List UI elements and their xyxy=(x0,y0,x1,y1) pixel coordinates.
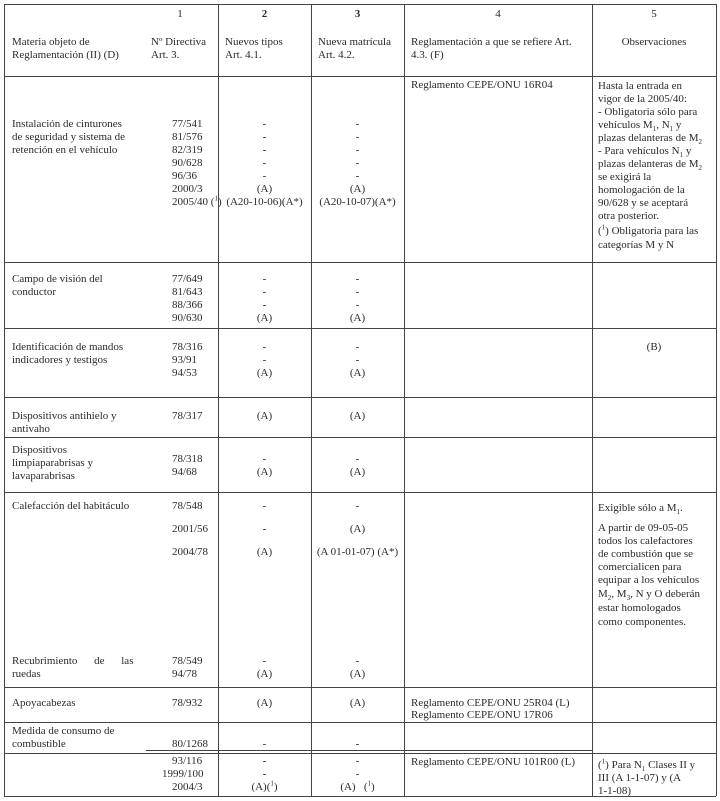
matricula-value: - xyxy=(355,755,360,767)
matricula-value: (A) xyxy=(349,183,366,195)
materia-label: ruedas xyxy=(12,668,41,680)
observacion-line: vehículos $M_1$, $N_1$ y xyxy=(598,119,682,134)
nuevos-tipos-value: - xyxy=(262,768,267,780)
observacion-line: Exigible sólo a $M_1$. xyxy=(598,502,683,517)
matricula-value: - xyxy=(355,500,360,512)
matricula-value: (A) ($^1$) xyxy=(340,779,375,793)
column-number: 4 xyxy=(495,8,501,20)
matricula-value: - xyxy=(355,768,360,780)
nuevos-tipos-value: - xyxy=(262,144,267,156)
matricula-value: - xyxy=(355,453,360,465)
header-nueva-matricula: Nueva matrícula xyxy=(318,36,391,48)
directiva-number: 81/643 xyxy=(172,286,203,298)
table-border-left xyxy=(4,4,5,796)
nuevos-tipos-value: (A20-10-06)(A*) xyxy=(226,196,303,208)
matricula-value: - xyxy=(355,286,360,298)
directiva-number: 78/549 xyxy=(172,655,203,667)
materia-label: Apoyacabezas xyxy=(12,697,76,709)
matricula-value: - xyxy=(355,157,360,169)
nuevos-tipos-value: - xyxy=(262,341,267,353)
header-reglamentacion: Reglamentación a que se refiere Art. xyxy=(411,36,572,48)
observacion-line: $M_2$, $M_3$, N y O deberán xyxy=(598,588,701,603)
nuevos-tipos-value: - xyxy=(262,755,267,767)
matricula-value: (A) xyxy=(349,697,366,709)
directiva-number: 88/366 xyxy=(172,299,203,311)
nuevos-tipos-value: - xyxy=(262,523,267,535)
row-divider xyxy=(4,437,716,438)
directiva-number: 77/649 xyxy=(172,273,203,285)
matricula-value: - xyxy=(355,144,360,156)
column-divider xyxy=(592,4,593,796)
reglamento-text: Reglamento CEPE/ONU 17R06 xyxy=(411,709,553,721)
nuevos-tipos-value: - xyxy=(262,738,267,750)
directiva-number: 78/932 xyxy=(172,697,203,709)
directiva-number: 78/548 xyxy=(172,500,203,512)
row-divider xyxy=(4,753,716,754)
matricula-value: - xyxy=(355,170,360,182)
table-border-top xyxy=(4,4,716,5)
observacion-line: otra posterior. xyxy=(598,210,660,222)
matricula-value: - xyxy=(355,354,360,366)
matricula-value: - xyxy=(355,738,360,750)
row-divider xyxy=(4,722,716,723)
materia-label: antivaho xyxy=(12,423,50,435)
observacion-line: - Obligatoria sólo para xyxy=(598,106,698,118)
header-nueva-matricula: Art. 4.2. xyxy=(318,49,355,61)
nuevos-tipos-value: - xyxy=(262,118,267,130)
nuevos-tipos-value: (A) xyxy=(256,312,273,324)
observacion-line: plazas delanteras de $M_2$ xyxy=(598,132,702,147)
nuevos-tipos-value: (A) xyxy=(256,546,273,558)
header-observaciones: Observaciones xyxy=(621,36,687,48)
reglamento-text: Reglamento CEPE/ONU 16R04 xyxy=(411,79,553,91)
matricula-value: (A) xyxy=(349,523,366,535)
matricula-value: - xyxy=(355,341,360,353)
observacion-line: plazas delanteras de $M_2$ xyxy=(598,158,702,173)
nuevos-tipos-value: - xyxy=(262,131,267,143)
observacion-line: - Para vehículos $N_1$ y xyxy=(598,145,692,160)
observacion-line: vigor de la 2005/40: xyxy=(598,93,687,105)
materia-label: conductor xyxy=(12,286,56,298)
matricula-value: - xyxy=(355,655,360,667)
directiva-number: 90/628 xyxy=(172,157,203,169)
directiva-number: 94/78 xyxy=(172,668,198,680)
row-divider xyxy=(4,76,716,77)
nuevos-tipos-value: - xyxy=(262,157,267,169)
directiva-number: 77/541 xyxy=(172,118,203,130)
header-directiva: Nº Directiva xyxy=(151,36,207,48)
materia-label: combustible xyxy=(12,738,66,750)
matricula-value: (A) xyxy=(349,410,366,422)
directiva-number: 82/319 xyxy=(172,144,203,156)
materia-label: indicadores y testigos xyxy=(12,354,108,366)
materia-label: Medida de consumo de xyxy=(12,725,115,737)
directiva-number: 2000/3 xyxy=(172,183,203,195)
column-number: 1 xyxy=(177,8,183,20)
nuevos-tipos-value: (A) xyxy=(256,466,273,478)
header-materia: Reglamentación (II) (D) xyxy=(12,49,119,61)
reglamento-text: Reglamento CEPE/ONU 25R04 (L) xyxy=(411,697,570,709)
materia-label: Identificación de mandos xyxy=(12,341,124,353)
observacion-line: comercialicen para xyxy=(598,561,682,573)
nuevos-tipos-value: - xyxy=(262,354,267,366)
row-divider xyxy=(4,492,716,493)
observacion-line: como componentes. xyxy=(598,616,686,628)
materia-label: Instalación de cinturones xyxy=(12,118,122,130)
materia-label: de seguridad y sistema de xyxy=(12,131,126,143)
nuevos-tipos-value: (A) xyxy=(256,183,273,195)
row-divider xyxy=(4,328,716,329)
directiva-number: 96/36 xyxy=(172,170,198,182)
materia-label: limpiaparabrisas y xyxy=(12,457,93,469)
matricula-value: - xyxy=(355,131,360,143)
matricula-value: (A) xyxy=(349,312,366,324)
column-number: 2 xyxy=(261,8,268,20)
matricula-value: - xyxy=(355,273,360,285)
nuevos-tipos-value: - xyxy=(262,170,267,182)
row-divider xyxy=(4,262,716,263)
nuevos-tipos-value: - xyxy=(262,286,267,298)
observacion-line: 90/628 y se aceptará xyxy=(598,197,689,209)
header-nuevos-tipos: Art. 4.1. xyxy=(225,49,262,61)
matricula-value: (A) xyxy=(349,668,366,680)
materia-label: lavaparabrisas xyxy=(12,470,75,482)
header-materia: Materia objeto de xyxy=(12,36,90,48)
column-number: 3 xyxy=(354,8,361,20)
header-directiva: Art. 3. xyxy=(151,49,180,61)
directiva-number: 78/318 xyxy=(172,453,203,465)
observacion-line: todos los calefactores xyxy=(598,535,693,547)
observacion-line: 1-1-08) xyxy=(598,785,631,797)
observacion-line: equipar a los vehículos xyxy=(598,574,700,586)
header-nuevos-tipos: Nuevos tipos xyxy=(225,36,283,48)
nuevos-tipos-value: (A)($^1$) xyxy=(251,779,278,793)
observacion-line: Hasta la entrada en xyxy=(598,80,682,92)
matricula-value: - xyxy=(355,118,360,130)
directiva-number: 2005/40 ($^1$) xyxy=(172,194,222,208)
materia-label: Recubrimiento de las xyxy=(12,655,134,667)
materia-label: Dispositivos antihielo y xyxy=(12,410,117,422)
observacion-line: A partir de 09-05-05 xyxy=(598,522,689,534)
directiva-number: 2004/3 xyxy=(172,781,203,793)
header-reglamentacion: 4.3. (F) xyxy=(411,49,444,61)
directiva-number: 2001/56 xyxy=(172,523,209,535)
row-divider xyxy=(4,687,716,688)
matricula-value: - xyxy=(355,299,360,311)
nuevos-tipos-value: - xyxy=(262,273,267,285)
nuevos-tipos-value: (A) xyxy=(256,697,273,709)
directiva-number: 1999/100 xyxy=(162,768,204,780)
directiva-number: 78/316 xyxy=(172,341,203,353)
reglamento-text: Reglamento CEPE/ONU 101R00 (L) xyxy=(411,756,576,768)
matricula-value: (A20-10-07)(A*) xyxy=(319,196,396,208)
materia-label: Campo de visión del xyxy=(12,273,103,285)
nuevos-tipos-value: (A) xyxy=(256,410,273,422)
directiva-number: 2004/78 xyxy=(172,546,209,558)
matricula-value: (A) xyxy=(349,466,366,478)
directiva-number: 81/576 xyxy=(172,131,203,143)
observacion-line: se exigirá la xyxy=(598,171,652,183)
materia-label: Calefacción del habitáculo xyxy=(12,500,130,512)
observacion-line: III (A 1-1-07) y (A xyxy=(598,772,682,784)
materia-label: Dispositivos xyxy=(12,444,68,456)
directiva-number: 94/68 xyxy=(172,466,198,478)
observacion-line: estar homologados xyxy=(598,602,681,614)
directiva-number: 80/1268 xyxy=(172,738,209,750)
nuevos-tipos-value: - xyxy=(262,655,267,667)
directiva-number: 94/53 xyxy=(172,367,198,379)
directiva-number: 90/630 xyxy=(172,312,203,324)
matricula-value: (A) xyxy=(349,367,366,379)
matricula-value: (A 01-01-07) (A*) xyxy=(316,546,399,558)
table-border-right xyxy=(716,4,717,796)
nuevos-tipos-value: - xyxy=(262,453,267,465)
observacion-line: ($^1$) Obligatoria para las xyxy=(598,223,699,237)
row-divider xyxy=(4,397,716,398)
observacion-line: de combustión que se xyxy=(598,548,694,560)
nuevos-tipos-value: - xyxy=(262,500,267,512)
directiva-number: 93/91 xyxy=(172,354,198,366)
column-number: 5 xyxy=(651,8,657,20)
column-divider xyxy=(404,4,405,796)
observacion-line: categorías M y N xyxy=(598,239,675,251)
nuevos-tipos-value: (A) xyxy=(256,367,273,379)
observacion-line: homologación de la xyxy=(598,184,685,196)
directiva-number: 78/317 xyxy=(172,410,203,422)
observacion-line: (B) xyxy=(646,341,662,353)
directiva-number: 93/116 xyxy=(172,755,203,767)
observacion-line: ($^1$) Para $N_1$ Clases II y xyxy=(598,757,696,774)
nuevos-tipos-value: - xyxy=(262,299,267,311)
materia-label: retención en el vehículo xyxy=(12,144,118,156)
nuevos-tipos-value: (A) xyxy=(256,668,273,680)
